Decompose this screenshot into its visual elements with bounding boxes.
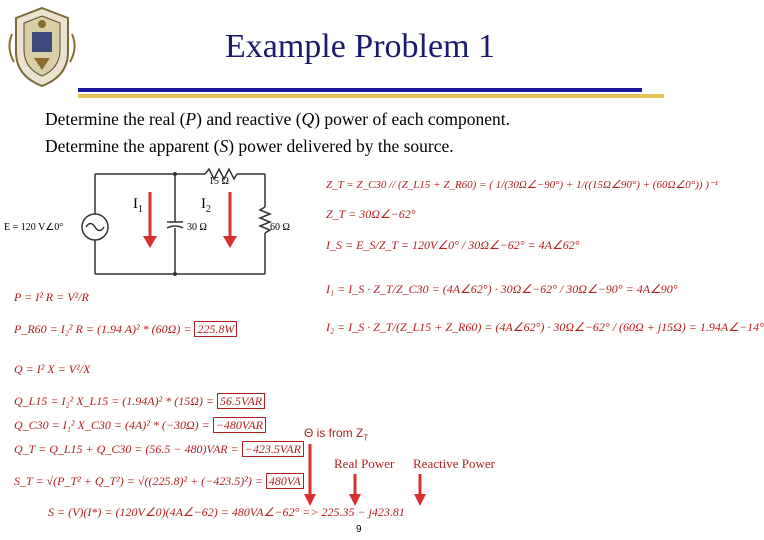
instruction-line-1 [45, 109, 510, 130]
resistor-label: 60 Ω [270, 222, 290, 233]
theta-note-subscript: T [363, 433, 369, 443]
power-r60-expr: P_R60 = I₂² R = (1.94 A)² * (60Ω) = [14, 322, 192, 336]
power-r60-equation [14, 322, 237, 337]
line1-text-c: ) power of each component. [314, 109, 511, 129]
line1-symbol-q: Q [301, 109, 315, 129]
current-i1-equation: I₁ = I_S · Z_T/Z_C30 = (4A∠62°) · 30Ω∠−62° / 30Ω∠−90° = 4A∠90° [326, 282, 678, 296]
i1-subscript: 1 [138, 204, 143, 215]
line2-symbol-s: S [219, 136, 229, 156]
i1-letter: I [133, 196, 138, 212]
power-r60-result: 225.8W [194, 321, 237, 337]
power-formula-q: Q = I² X = V²/X [14, 362, 91, 376]
slide-title: Example Problem 1 [224, 28, 496, 65]
reactive-total-expr: Q_T = Q_L15 + Q_C30 = (56.5 − 480)VAR = [14, 442, 239, 456]
line1-text-b: ) and reactive ( [196, 109, 302, 129]
reactive-c30-equation [14, 418, 266, 433]
reactive-c30-result: −480VAR [213, 417, 266, 433]
current-i1-label [133, 196, 143, 215]
page-number: 9 [356, 524, 362, 535]
source-label: E = 120 V∠0° [4, 222, 64, 233]
line2-text-b: ) power delivered by the source. [228, 136, 454, 156]
annotation-arrows [300, 440, 440, 512]
reactive-l15-expr: Q_L15 = I₂² X_L15 = (1.94A)² * (15Ω) = [14, 394, 214, 408]
line2-text-a: Determine the apparent ( [45, 136, 220, 156]
complex-power-equation: S = (V)(I*) = (120V∠0)(4A∠−62) = 480VA∠−62° => 225.35 − j423.81 [48, 505, 405, 519]
line1-symbol-p: P [185, 109, 197, 129]
reactive-c30-expr: Q_C30 = I₁² X_C30 = (4A)² * (−30Ω) = [14, 418, 210, 432]
theta-note-text: Θ is from Z [304, 426, 364, 440]
title-underline-blue [78, 88, 642, 92]
reactive-power-label: Reactive Power [413, 456, 495, 471]
power-formula-p: P = I² R = V²/R [14, 290, 89, 304]
apparent-power-expr: S_T = √(P_T² + Q_T²) = √((225.8)² + (−423.5)²) = [14, 474, 263, 488]
apparent-power-result: 480VA [266, 473, 304, 489]
inductor-label: 15 Ω [209, 176, 229, 187]
instruction-line-2 [45, 136, 454, 157]
reactive-l15-equation [14, 394, 265, 409]
source-current-equation: I_S = E_S/Z_T = 120V∠0° / 30Ω∠−62° = 4A∠62° [326, 238, 580, 252]
current-i2-equation: I₂ = I_S · Z_T/(Z_L15 + Z_R60) = (4A∠62°) · 30Ω∠−62° / (60Ω + j15Ω) = 1.94A∠−14° [326, 320, 764, 334]
i2-letter: I [201, 196, 206, 212]
apparent-power-equation [14, 474, 304, 489]
current-i2-label [201, 196, 211, 215]
real-power-label: Real Power [334, 456, 395, 471]
reactive-total-equation [14, 442, 304, 457]
reactive-l15-result: 56.5VAR [217, 393, 265, 409]
reactive-total-result: −423.5VAR [242, 441, 304, 457]
total-impedance-result: Z_T = 30Ω∠−62° [326, 207, 416, 221]
title-underline-gold [78, 94, 664, 98]
capacitor-label: 30 Ω [187, 222, 207, 233]
total-impedance-expression: Z_T = Z_C30 // (Z_L15 + Z_R60) = ( 1/(30Ω∠−90°) + 1/((15Ω∠90°) + (60Ω∠0°)) )⁻¹ [326, 179, 719, 191]
line1-text-a: Determine the real ( [45, 109, 186, 129]
i2-subscript: 2 [206, 204, 211, 215]
